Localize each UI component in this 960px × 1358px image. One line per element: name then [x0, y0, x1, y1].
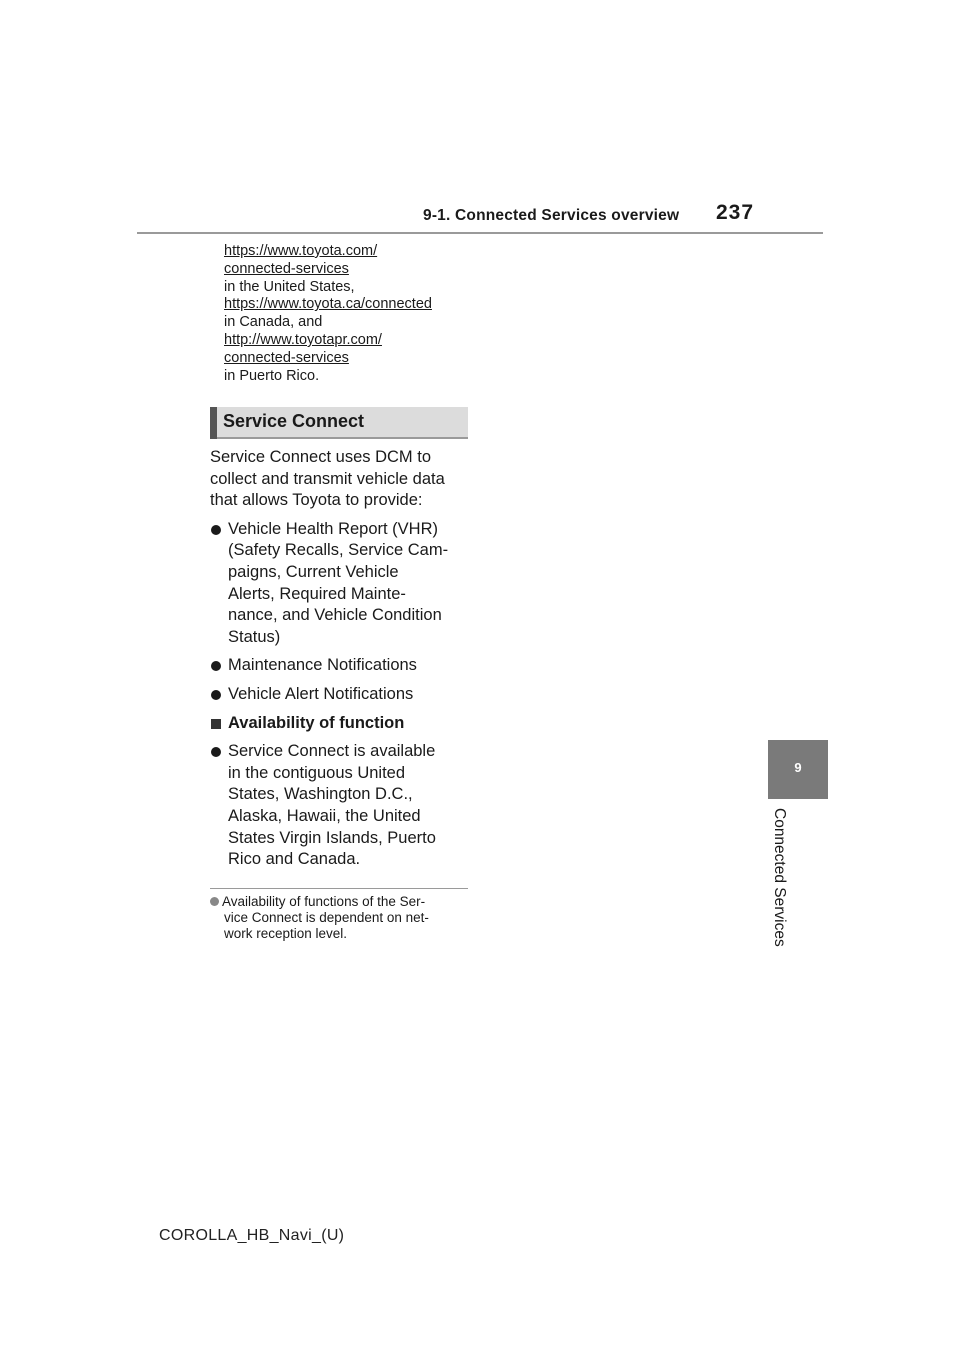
bullet-item-availability	[210, 741, 478, 871]
note-divider	[210, 888, 468, 889]
section-heading-label: Service Connect	[223, 411, 365, 431]
note-line: Availability of functions of the Ser-	[222, 894, 426, 909]
bullet-dot-icon	[211, 525, 221, 535]
square-bullet-icon	[211, 719, 221, 729]
header-rule	[137, 232, 823, 234]
us-url-line-1: https://www.toyota.com/	[224, 243, 378, 259]
bullet-line: Status)	[228, 627, 281, 646]
bullet-dot-icon	[211, 747, 221, 757]
bullet-line: (Safety Recalls, Service Cam-	[228, 541, 449, 560]
pr-url-line-1: http://www.toyotapr.com/	[224, 331, 382, 348]
intro-line: Service Connect uses DCM to	[210, 448, 432, 466]
us-text: in the United States,	[224, 278, 355, 295]
pr-url-link[interactable]	[224, 332, 504, 368]
bullet-item-maintenance	[210, 655, 478, 677]
note-line: vice Connect is dependent on net-	[224, 910, 429, 925]
connected-services-links	[224, 243, 504, 385]
section-body	[210, 447, 478, 871]
bullet-line: Rico and Canada.	[228, 850, 361, 869]
bullet-line: Maintenance Notifications	[228, 656, 417, 675]
availability-subheading	[210, 713, 478, 735]
chapter-side-label	[770, 808, 790, 958]
bullet-item-alert	[210, 684, 478, 706]
us-url-line-2: connected-services	[224, 260, 349, 277]
note-circle-icon	[210, 897, 219, 906]
bullet-line: States, Washington D.C.,	[228, 785, 413, 804]
availability-subheading-label: Availability of function	[228, 713, 405, 732]
availability-note	[210, 894, 472, 942]
intro-line: that allows Toyota to provide:	[210, 491, 423, 510]
bullet-dot-icon	[211, 661, 221, 671]
chapter-label: Connected Services	[771, 808, 788, 947]
footer-model-code: COROLLA_HB_Navi_(U)	[159, 1227, 345, 1244]
bullet-line: Alaska, Hawaii, the United	[228, 806, 421, 825]
chapter-number: 9	[794, 760, 802, 775]
bullet-line: in the contiguous United	[228, 763, 406, 782]
bullet-line: Vehicle Health Report (VHR)	[228, 519, 439, 538]
ca-text: in Canada, and	[224, 314, 323, 331]
note-line: work reception level.	[224, 926, 348, 941]
bullet-line: States Virgin Islands, Puerto	[228, 828, 436, 847]
intro-line: collect and transmit vehicle data	[210, 469, 445, 488]
bullet-line: paigns, Current Vehicle	[228, 562, 399, 581]
section-heading	[210, 407, 468, 439]
bullet-dot-icon	[211, 690, 221, 700]
bullet-line: Vehicle Alert Notifications	[228, 684, 414, 703]
section-heading-bar	[210, 407, 217, 439]
bullet-line: Alerts, Required Mainte-	[228, 584, 406, 603]
ca-url-link[interactable]: https://www.toyota.ca/connected	[224, 296, 432, 313]
bullet-line: nance, and Vehicle Condition	[228, 606, 442, 625]
pr-text: in Puerto Rico.	[224, 367, 320, 384]
bullet-line: Service Connect is available	[228, 742, 436, 761]
header-title: 9-1. Connected Services overview	[423, 207, 680, 224]
us-url-link[interactable]	[224, 243, 504, 279]
bullet-item-vhr	[210, 519, 478, 649]
chapter-tab	[768, 740, 828, 799]
page-number: 237	[716, 201, 755, 224]
intro-paragraph	[210, 447, 478, 512]
pr-url-line-2: connected-services	[224, 349, 349, 366]
